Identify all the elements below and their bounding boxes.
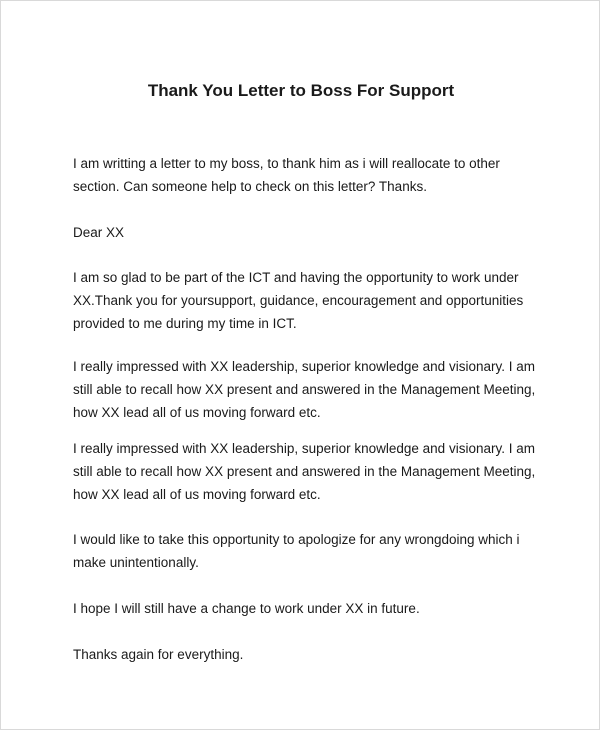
- letter-title: Thank You Letter to Boss For Support: [147, 81, 455, 100]
- paragraph-leadership-2: [73, 437, 543, 506]
- paragraph-future: I hope I will still have a change to work under XX in future.: [73, 601, 420, 616]
- paragraph-leadership-1: [73, 355, 543, 424]
- intro-paragraph: [73, 152, 543, 198]
- paragraph-line: make unintentionally.: [73, 555, 199, 570]
- intro-line: section. Can someone help to check on this letter? Thanks.: [73, 179, 427, 194]
- paragraph-line: still able to recall how XX present and answered in the Management Meeting,: [73, 382, 536, 397]
- paragraph-line: how XX lead all of us moving forward etc.: [73, 487, 321, 502]
- paragraph-line: still able to recall how XX present and answered in the Management Meeting,: [73, 464, 536, 479]
- paragraph-line: I really impressed with XX leadership, superior knowledge and visionary. I am: [73, 359, 535, 374]
- paragraph-gratitude: [73, 266, 543, 335]
- closing-line: Thanks again for everything.: [73, 647, 244, 662]
- paragraph-line: I would like to take this opportunity to apologize for any wrongdoing which i: [73, 532, 520, 547]
- paragraph-line: how XX lead all of us moving forward etc.: [73, 405, 321, 420]
- paragraph-line: I really impressed with XX leadership, superior knowledge and visionary. I am: [73, 441, 535, 456]
- paragraph-line: provided to me during my time in ICT.: [73, 316, 297, 331]
- salutation: Dear XX: [73, 225, 125, 240]
- paragraph-line: XX.Thank you for yoursupport, guidance, encouragement and opportunities: [73, 293, 524, 308]
- intro-line: I am writting a letter to my boss, to thank him as i will reallocate to other: [73, 156, 500, 171]
- paragraph-apology: [73, 528, 543, 574]
- paragraph-line: I am so glad to be part of the ICT and having the opportunity to work under: [73, 270, 519, 285]
